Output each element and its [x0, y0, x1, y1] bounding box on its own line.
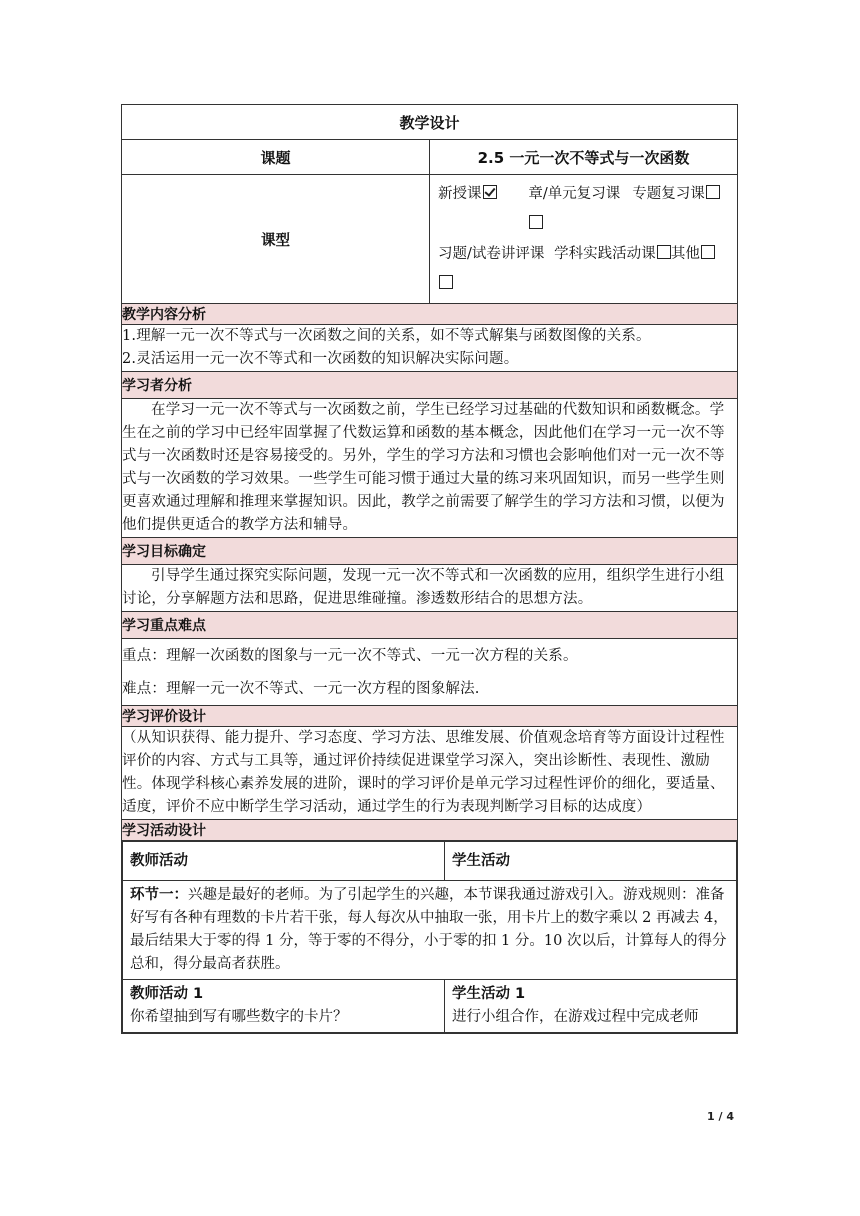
teacher-activity-1-text: 你希望抽到写有哪些数字的卡片？ — [130, 1009, 348, 1025]
learner-analysis-heading: 学习者分析 — [122, 372, 738, 399]
student-activity-1-text: 进行小组合作，在游戏过程中完成老师 — [452, 1009, 699, 1025]
lesson-type-option[interactable] — [632, 179, 729, 239]
lesson-type-option[interactable] — [528, 179, 632, 239]
checkbox-icon[interactable] — [706, 185, 720, 199]
step-one-cell — [123, 881, 737, 980]
lesson-type-option[interactable] — [438, 239, 554, 299]
document-page — [121, 104, 738, 1034]
checkbox-icon[interactable] — [657, 245, 671, 259]
checkbox-icon[interactable] — [529, 215, 543, 229]
activities-table — [122, 841, 737, 1033]
activities-container — [122, 841, 738, 1034]
lesson-type-options — [430, 175, 738, 304]
topic-value: 2.5 一元一次不等式与一次函数 — [430, 140, 738, 175]
page-number: 1 / 4 — [707, 1110, 734, 1123]
content-analysis-item-2: 2.灵活运用一元一次不等式和一次函数的知识解决实际问题。 — [122, 351, 519, 367]
student-activity-header: 学生活动 — [445, 842, 737, 881]
content-analysis-item-1: 1.理解一元一次不等式与一次函数之间的关系，如不等式解集与函数图像的关系。 — [122, 328, 651, 344]
teacher-activity-header: 教师活动 — [123, 842, 445, 881]
key-points-heading: 学习重点难点 — [122, 612, 738, 639]
student-activity-1-label: 学生活动 1 — [452, 986, 526, 1002]
topic-label: 课题 — [122, 140, 430, 175]
teacher-activity-1 — [123, 980, 445, 1033]
goals-text: 引导学生通过探究实际问题，发现一元一次不等式和一次函数的应用，组织学生进行小组讨论，分享解题方法和思路，促进思维碰撞。渗透数形结合的思想方法。 — [122, 565, 738, 612]
teacher-activity-1-label: 教师活动 1 — [130, 986, 204, 1002]
checkbox-icon[interactable] — [439, 275, 453, 289]
checked-checkbox-icon[interactable] — [483, 185, 497, 199]
step-one-text: 兴趣是最好的老师。为了引起学生的兴趣，本节课我通过游戏引入。游戏规则：准备好写有各种有理数的卡片若干张，每人每次从中抽取一张，用卡片上的数字乘以 2 再减去 4，最后结果大于零的得 1 分，等于零的不得分，小于零的扣 1 分。10 次以后，计算每人的得分总和，得分最高者获胜。 — [130, 887, 728, 972]
lesson-type-option-label: 习题/试卷讲评课 — [438, 246, 545, 262]
lesson-plan-table — [121, 104, 738, 1034]
activities-heading: 学习活动设计 — [122, 820, 738, 841]
lesson-type-option-label: 章/单元复习课 — [528, 186, 621, 202]
evaluation-text: （从知识获得、能力提升、学习态度、学习方法、思维发展、价值观念培育等方面设计过程性评价的内容、方式与工具等，通过评价持续促进课堂学习深入，突出诊断性、表现性、激励性。体现学科核心素养发展的进阶，课时的学习评价是单元学习过程性评价的细化，要适量、适度，评价不应中断学生学习活动，通过学生的行为表现判断学习目标的达成度） — [122, 727, 738, 820]
lesson-type-option-label: 新授课 — [438, 186, 482, 202]
doc-title: 教学设计 — [122, 105, 738, 140]
content-analysis-heading: 教学内容分析 — [122, 304, 738, 325]
difficult-point: 难点：理解一元一次不等式、一元一次方程的图象解法. — [122, 681, 480, 697]
student-activity-1 — [445, 980, 737, 1033]
lesson-type-option-label: 学科实践活动课 — [554, 246, 656, 262]
content-analysis-body — [122, 325, 738, 372]
goals-heading: 学习目标确定 — [122, 538, 738, 565]
lesson-type-option[interactable] — [438, 179, 528, 239]
step-one-label: 环节一： — [130, 887, 188, 903]
key-points-body — [122, 639, 738, 706]
lesson-type-option-label: 其他 — [670, 246, 700, 262]
lesson-type-option[interactable] — [554, 239, 671, 299]
lesson-type-label: 课型 — [122, 175, 430, 304]
key-point: 重点：理解一次函数的图象与一元一次不等式、一元一次方程的关系。 — [122, 648, 578, 664]
checkbox-icon[interactable] — [701, 245, 715, 259]
evaluation-heading: 学习评价设计 — [122, 706, 738, 727]
learner-analysis-text: 在学习一元一次不等式与一次函数之前，学生已经学习过基础的代数知识和函数概念。学生在之前的学习中已经牢固掌握了代数运算和函数的基本概念，因此他们在学习一元一次不等式与一次函数时还是容易接受的。另外，学生的学习方法和习惯也会影响他们对一元一次不等式与一次函数的学习效果。一些学生可能习惯于通过大量的练习来巩固知识，而另一些学生则更喜欢通过理解和推理来掌握知识。因此，教学之前需要了解学生的学习方法和习惯，以便为他们提供更适合的教学方法和辅导。 — [122, 399, 738, 538]
lesson-type-option-label: 专题复习课 — [632, 186, 705, 202]
lesson-type-option[interactable] — [671, 239, 729, 299]
